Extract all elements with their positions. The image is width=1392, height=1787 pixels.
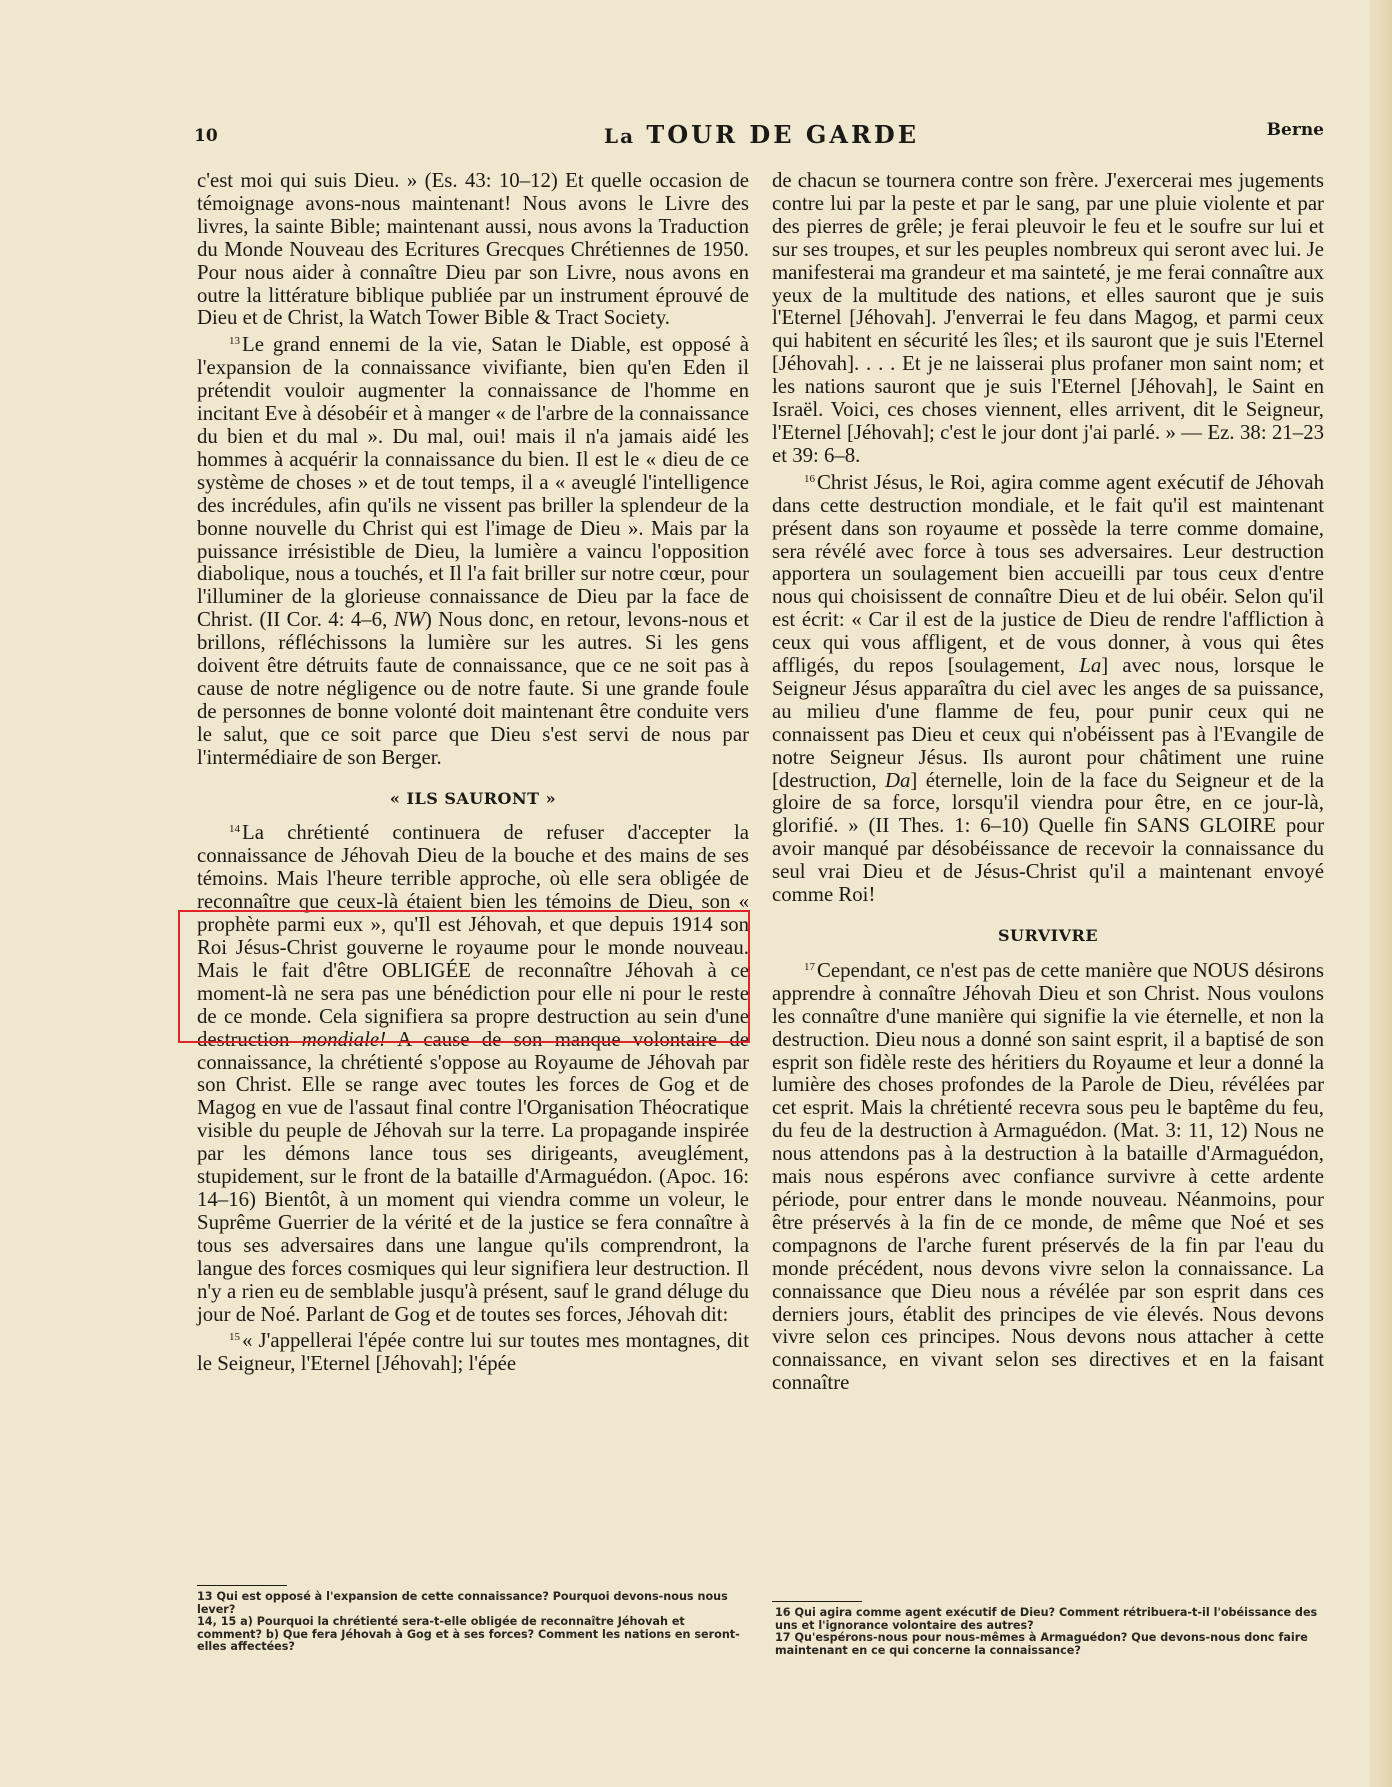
- page-number: 10: [194, 126, 218, 146]
- section-heading-survivre: SURVIVRE: [997, 926, 1099, 945]
- title-prefix: La: [604, 124, 636, 148]
- paragraph-text: Le grand ennemi de la vie, Satan le Diable, est opposé à l'expansion de la connaissance vivifiante, bien qu'en Eden il prétendit vouloir augmenter la connaissance de l'homme en incitant Eve à désobéir et à manger « de l'arbre de la connaissance du bien et du mal ». Du mal, oui! mais il n'a jamais aidé les hommes à acquérir la connaissance du bien. Il est le « dieu de ce système de choses » et de tout temps, il a « aveuglé l'intelligence des incrédules, afin qu'ils ne vissent pas briller la splendeur de la bonne nouvelle du Christ qui est l'image de Dieu ». Mais par la puissance irrésistible de Dieu, la lumière a vaincu l'opposition diabolique, nous a touchés, et Il l'a fait briller sur notre cœur, pour l'illuminer de la glorieuse connaissance de Dieu par la face de Christ. (II Cor. 4: 4–6,: [197, 333, 749, 632]
- footnotes-right: [775, 1607, 1327, 1657]
- paragraph-number: 16: [804, 472, 815, 485]
- edition-label: Berne: [1266, 120, 1324, 140]
- paragraph-text: A cause de son manque volontaire de connaissance, la chrétienté s'oppose au Royaume de Jéhovah par son Christ. Elle se range avec toutes les forces de Gog et de Magog en vue de l'assaut final contre l'Organisation Théocratique visible du peuple de Jéhovah sur la terre. La propagande inspirée par les démons lance tous ses dirigeants, aveuglément, stupidement, sur le front de la bataille d'Armaguédon. (Apoc. 16: 14–16) Bientôt, à un moment qui viendra comme un voleur, le Suprême Guerrier de la vérité et de la justice se fera connaître à tous ses adversaires dans une langue qu'ils comprendront, la langue des forces cosmiques qui leur signifiera leur destruction. Il n'y a rien eu de semblable jusqu'à présent, sauf le grand déluge du jour de Noé. Parlant de Gog et de toutes ses forces, Jéhovah dit:: [197, 1027, 749, 1326]
- paragraph-text: Christ Jésus, le Roi, agira comme agent exécutif de Jéhovah dans cette destruction mondiale, et le fait qu'il est maintenant présent dans son royaume et possède la terre comme domaine, sera révélé avec force à tous ses adversaires. Leur destruction apportera un soulagement bien accueilli par tous ceux d'entre nous qui choisissent de connaître Dieu et de lui obéir. Selon qu'il est écrit: « Car il est de la justice de Dieu de rendre l'affliction à ceux qui vous affligent, et de vous donner, à vous qui êtes affligés, du repos [soulagement,: [772, 470, 1324, 678]
- paragraph-text: ] avec nous, lorsque le Seigneur Jésus apparaîtra du ciel avec les anges de sa puissance, au milieu d'une flamme de feu, pour punir ceux qui ne connaissent pas Dieu et ceux qui n'obéissent pas à l'Evangile de notre Seigneur Jésus. Ils auront pour châtiment une ruine [destruction,: [772, 654, 1324, 792]
- bible-version-abbrev: Da: [884, 768, 911, 792]
- footnote-question: 14, 15 a) Pourquoi la chrétienté sera-t-elle obligée de reconnaître Jéhovah et comment? b) Que fera Jéhovah à Gog et à ses forces? Comment les nations en seront-elles affectées?: [197, 1615, 740, 1654]
- paragraph-number: 13: [229, 335, 240, 348]
- paragraph-number: 15: [229, 1331, 240, 1344]
- paragraph-17: [772, 956, 1324, 1395]
- footnote-question: 13 Qui est opposé à l'expansion de cette connaissance? Pourquoi devons-nous nous lever?: [197, 1590, 728, 1616]
- paragraph-text: ) Nous donc, en retour, levons-nous et brillons, réfléchissons la lumière sur les autres. Si les gens doivent être détruits faute de connaissance, que ce ne soit pas à cause de notre négligence ou de notre faute. Si une grande foule de personnes de bonne volonté doit maintenant être conduite vers le salut, que ce soit parce que Dieu s'est servi de nous par l'intermédiaire de son Berger.: [197, 608, 750, 769]
- paragraph-14: [197, 818, 749, 1326]
- footnotes-left: [197, 1591, 749, 1654]
- page-header: [194, 118, 1324, 158]
- footnote-question: 16 Qui agira comme agent exécutif de Dieu? Comment rétribuera-t-il l'obéissance des uns et l'ignorance volontaire des autres?: [775, 1606, 1318, 1632]
- right-column: [772, 170, 1324, 1395]
- paragraph-continued: c'est moi qui suis Dieu. » (Es. 43: 10–12) Et quelle occasion de témoignage avons-nous maintenant! Nous avons le Livre des livres, la sainte Bible; maintenant aussi, nous avons la Traduction du Monde Nouveau des Ecritures Grecques Chrétiennes de 1950. Pour nous aider à connaître Dieu par son Livre, nous avons en outre la littérature biblique publiée par un instrument éprouvé de Dieu et de Christ, la Watch Tower Bible & Tract Society.: [197, 169, 749, 330]
- paragraph-text: « J'appellerai l'épée contre lui sur toutes mes montagnes, dit le Seigneur, l'Eternel [Jéhovah]; l'épée: [197, 1329, 749, 1376]
- footnote-rule-right: [772, 1601, 862, 1602]
- paragraph-15: [197, 1326, 749, 1376]
- section-heading-ils-sauront: « ILS SAURONT »: [389, 788, 557, 808]
- paragraph-13: [197, 330, 749, 769]
- paragraph-15-continued: de chacun se tournera contre son frère. J'exercerai mes jugements contre lui par la peste et par le sang, par une pluie violente et par des pierres de grêle; je ferai pleuvoir le feu et le soufre sur lui et sur ses troupes, et sur les peuples nombreux qui seront avec lui. Je manifesterai ma grandeur et ma sainteté, je me ferai connaître aux yeux de la multitude des nations, et elles sauront que je suis l'Eternel [Jéhovah]. J'enverrai le feu dans Magog, et parmi ceux qui habitent en sécurité les îles; et ils sauront que je suis l'Eternel [Jéhovah]. . . . Et je ne laisserai plus profaner mon saint nom; et les nations sauront que je suis l'Eternel [Jéhovah], le Saint en Israël. Voici, ces choses viennent, elles arrivent, dit le Seigneur, l'Eternel [Jéhovah]; c'est le jour dont j'ai parlé. » — Ez. 38: 21–23 et 39: 6–8.: [772, 169, 1324, 467]
- bible-version-abbrev: La: [1079, 654, 1102, 678]
- page-edge: [1370, 0, 1392, 1787]
- paragraph-text: Cependant, ce n'est pas de cette manière que NOUS désirons apprendre à connaître Jéhovah Dieu et son Christ. Nous voulons les connaître d'une manière qui signifie la vie éternelle, et non la destruction. Dieu nous a donné son saint esprit, il a baptisé de son esprit son fidèle reste des héritiers du Royaume et leur a donné la lumière des choses profondes de la Parole de Dieu, révélées par cet esprit. Mais la chrétienté recevra sous peu le baptême du feu, du feu de la destruction à Armaguédon. (Mat. 3: 11, 12) Nous ne nous attendons pas à la destruction à la bataille d'Armaguédon, mais nous espérons avec confiance survivre à cette ardente période, pour entrer dans le monde nouveau. Néanmoins, pour être préservés à la fin de ce monde, de même que Noé et ses compagnons de l'arche furent préservés de la fin par l'eau du monde précédent, nous devons vivre selon la connaissance. La connaissance que Dieu nous a révélée par son esprit dans ces derniers jours, établit des principes de vie élevés. Nous devons vivre selon ces principes. Nous devons nous attacher à cette connaissance, en vivant selon ses directives et en la faisant connaître: [772, 958, 1324, 1395]
- emphasis-text: mondiale!: [301, 1027, 387, 1051]
- left-column: [197, 170, 749, 1376]
- footnote-rule-left: [197, 1585, 287, 1586]
- paragraph-text: La chrétienté continuera de refuser d'accepter la connaissance de Jéhovah Dieu de la bouche et des mains de ses témoins. Mais l'heure terrible approche, où elle sera obligée de reconnaître que ceux-là étaient bien les témoins de Dieu, son « prophète parmi eux », qu'Il est Jéhovah, et que depuis 1914 son Roi Jésus-Christ gouverne le royaume pour le monde nouveau. Mais le fait d'être OBLIGÉE de reconnaître Jéhovah à ce moment-là ne sera pas une bénédiction pour elle ni pour le reste de ce monde. Cela signifiera sa propre destruction au sein d'une destruction: [197, 821, 749, 1051]
- paragraph-text: ] éternelle, loin de la face du Seigneur et de la gloire de sa force, lorsqu'il viendra pour être, en ce jour-là, glorifié. » (II Thes. 1: 6–10) Quelle fin SANS GLOIRE pour avoir manqué par désobéissance de recevoir la connaissance du seul vrai Dieu et de Jésus-Christ qu'il a maintenant envoyé comme Roi!: [772, 768, 1324, 907]
- journal-title: [604, 120, 919, 149]
- paragraph-number: 14: [229, 823, 240, 836]
- footnote-question: 17 Qu'espérons-nous pour nous-mêmes à Armaguédon? Que devons-nous donc faire maintenant en ce qui concerne la connaissance?: [775, 1631, 1308, 1657]
- paragraph-16: [772, 468, 1324, 907]
- title-main: TOUR DE GARDE: [646, 120, 920, 149]
- paragraph-number: 17: [804, 960, 815, 973]
- bible-version-abbrev: NW: [393, 608, 425, 632]
